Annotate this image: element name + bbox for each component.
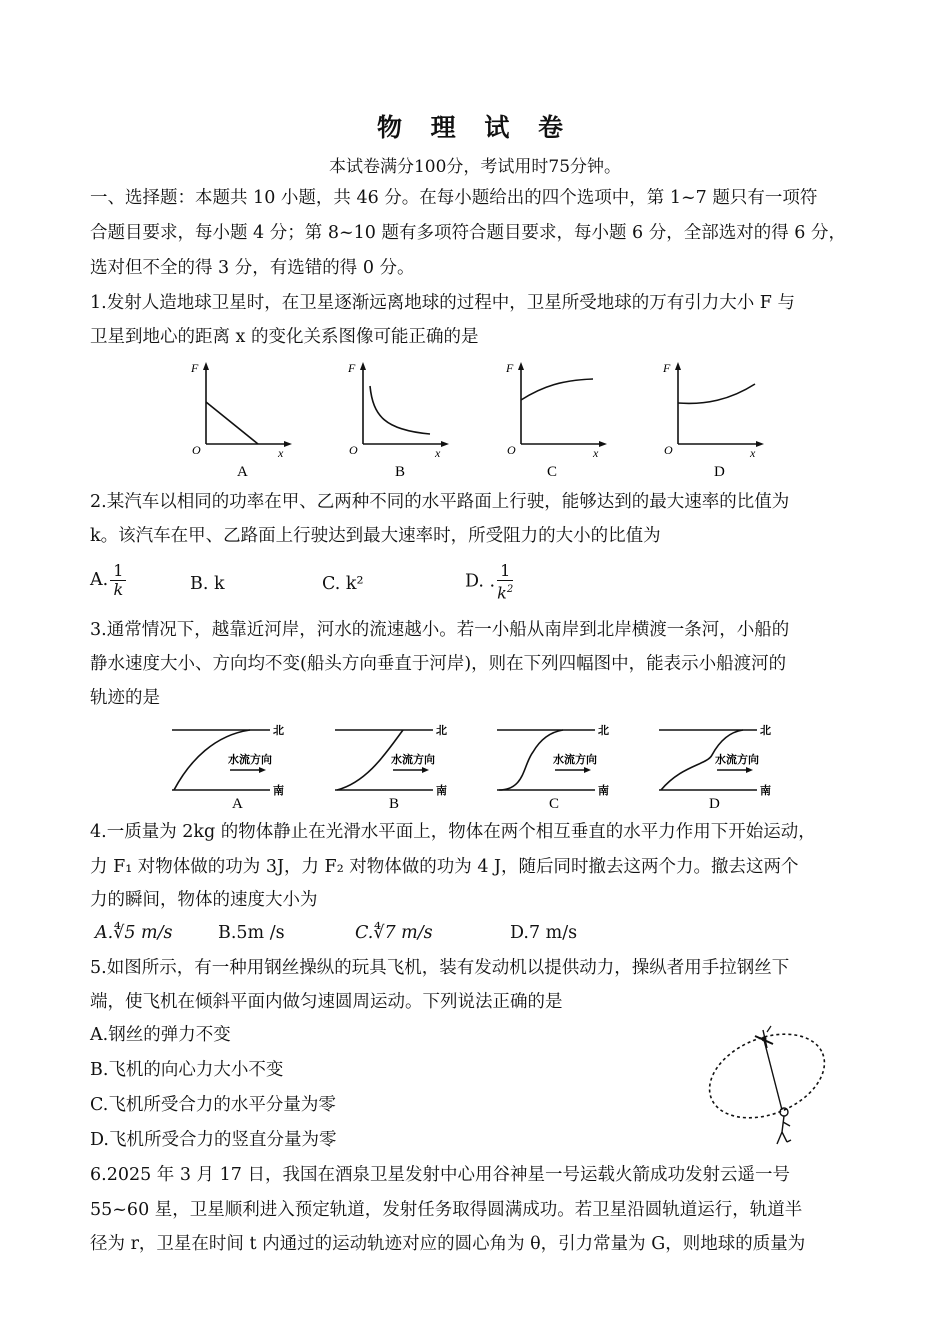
section-instruction-line: 合题目要求，每小题 4 分；第 8~10 题有多项符合题目要求，每小题 6 分，全部选对的得 6 分， <box>90 223 846 243</box>
section-instruction-line: 选对但不全的得 3 分，有选错的得 0 分。 <box>90 258 415 278</box>
fraction <box>110 562 126 599</box>
graph-label: A <box>237 464 248 480</box>
axis-y-label: F <box>663 361 671 375</box>
question-1-line: 1.发射人造地球卫星时，在卫星逐渐远离地球的过程中，卫星所受地球的万有引力大小 F 与 <box>90 293 795 313</box>
q1-graph-a <box>188 358 298 483</box>
question-4-line: 力的瞬间，物体的速度大小为 <box>90 890 318 910</box>
question-6-line: 55~60 星，卫星顺利进入预定轨道，发射任务取得圆满成功。若卫星沿圆轨道运行，轨道半 <box>90 1200 803 1220</box>
q1-graph-c <box>503 358 613 483</box>
north-label: 北 <box>760 724 771 737</box>
numerator: 1 <box>497 562 513 581</box>
south-label: 南 <box>760 784 771 797</box>
fraction <box>497 562 513 602</box>
graph-label: B <box>395 464 406 480</box>
graph-label: C <box>547 464 558 480</box>
flow-label: 水流方向 <box>228 753 272 766</box>
axis-y-label: F <box>191 361 199 375</box>
question-1-line: 卫星到地心的距离 x 的变化关系图像可能正确的是 <box>90 327 479 347</box>
axis-x-label: x <box>750 446 756 460</box>
q2-option-d[interactable] <box>465 562 513 602</box>
question-6-line: 6.2025 年 3 月 17 日，我国在酒泉卫星发射中心用谷神星一号运载火箭成功发射云遥一号 <box>90 1165 790 1185</box>
north-label: 北 <box>273 724 284 737</box>
page-title: 物 理 试 卷 <box>376 113 574 142</box>
q3-diagram-d <box>657 720 787 812</box>
q5-option-a[interactable]: A.钢丝的弹力不变 <box>90 1025 231 1045</box>
question-5-line: 端，使飞机在倾斜平面内做匀速圆周运动。下列说法正确的是 <box>90 992 563 1012</box>
south-label: 南 <box>273 784 284 797</box>
graph-label: D <box>709 796 720 812</box>
q4-option-d[interactable]: D.7 m/s <box>510 923 578 943</box>
q5-option-c[interactable]: C.飞机所受合力的水平分量为零 <box>90 1095 336 1115</box>
origin-label: O <box>192 443 201 457</box>
south-label: 南 <box>436 784 447 797</box>
option-prefix: A. <box>90 570 109 590</box>
graph-label: B <box>389 796 400 812</box>
graph-label: A <box>232 796 243 812</box>
q2-option-a[interactable] <box>90 562 126 599</box>
axis-x-label: x <box>278 446 284 460</box>
flow-label: 水流方向 <box>553 753 597 766</box>
origin-label: O <box>507 443 516 457</box>
question-3-line: 轨迹的是 <box>90 688 160 708</box>
numerator: 1 <box>110 562 126 581</box>
north-label: 北 <box>436 724 447 737</box>
q1-graph-b <box>345 358 455 483</box>
question-3-line: 3.通常情况下，越靠近河岸，河水的流速越小。若一小船从南岸到北岸横渡一条河，小船的 <box>90 620 790 640</box>
option-prefix: D. . <box>465 571 496 592</box>
axis-x-label: x <box>435 446 441 460</box>
denominator: k <box>113 580 124 599</box>
q4-option-b[interactable]: B.5m /s <box>218 923 285 943</box>
q3-diagram-b <box>333 720 463 812</box>
q4-option-a[interactable]: A.∜5 m/s <box>95 923 173 943</box>
origin-label: O <box>349 443 358 457</box>
question-5-line: 5.如图所示，有一种用钢丝操纵的玩具飞机，装有发动机以提供动力，操纵者用手拉钢丝下 <box>90 958 790 978</box>
question-4-line: 4.一质量为 2kg 的物体静止在光滑水平面上，物体在两个相互垂直的水平力作用下开始运动， <box>90 822 816 842</box>
q5-toy-plane-figure <box>705 1018 835 1148</box>
q3-diagram-a <box>170 720 300 812</box>
graph-label: D <box>714 464 725 480</box>
q2-option-c[interactable]: C. k² <box>322 574 364 594</box>
question-2-line: 2.某汽车以相同的功率在甲、乙两种不同的水平路面上行驶，能够达到的最大速率的比值为 <box>90 492 790 512</box>
flow-label: 水流方向 <box>715 753 759 766</box>
origin-label: O <box>664 443 673 457</box>
q5-option-d[interactable]: D.飞机所受合力的竖直分量为零 <box>90 1130 337 1150</box>
q4-option-c[interactable]: C.∜7 m/s <box>355 923 433 943</box>
question-2-line: k。该汽车在甲、乙路面上行驶达到最大速率时，所受阻力的大小的比值为 <box>90 526 661 546</box>
question-4-line: 力 F₁ 对物体做的功为 3J，力 F₂ 对物体做的功为 4 J，随后同时撤去这两个力。撤去这两个 <box>90 857 799 877</box>
south-label: 南 <box>598 784 609 797</box>
q3-diagram-c <box>495 720 625 812</box>
q1-graph-d <box>660 358 770 483</box>
question-3-line: 静水速度大小、方向均不变(船头方向垂直于河岸)，则在下列四幅图中，能表示小船渡河的 <box>90 654 787 674</box>
flow-label: 水流方向 <box>391 753 435 766</box>
denominator: $k^2$ <box>497 583 514 603</box>
north-label: 北 <box>598 724 609 737</box>
axis-y-label: F <box>506 361 514 375</box>
q2-option-b[interactable]: B. k <box>190 574 225 594</box>
operator-figure-icon <box>777 1108 791 1144</box>
axis-y-label: F <box>348 361 356 375</box>
question-6-line: 径为 r，卫星在时间 t 内通过的运动轨迹对应的圆心角为 θ，引力常量为 G，则地球的质量为 <box>90 1234 806 1254</box>
graph-label: C <box>549 796 560 812</box>
axis-x-label: x <box>593 446 599 460</box>
toy-plane-icon <box>755 1026 773 1048</box>
page-subtitle: 本试卷满分100分，考试用时75分钟。 <box>328 157 622 177</box>
section-instruction-line: 一、选择题：本题共 10 小题，共 46 分。在每小题给出的四个选项中，第 1~7 题只有一项符 <box>90 188 818 208</box>
q5-option-b[interactable]: B.飞机的向心力大小不变 <box>90 1060 284 1080</box>
